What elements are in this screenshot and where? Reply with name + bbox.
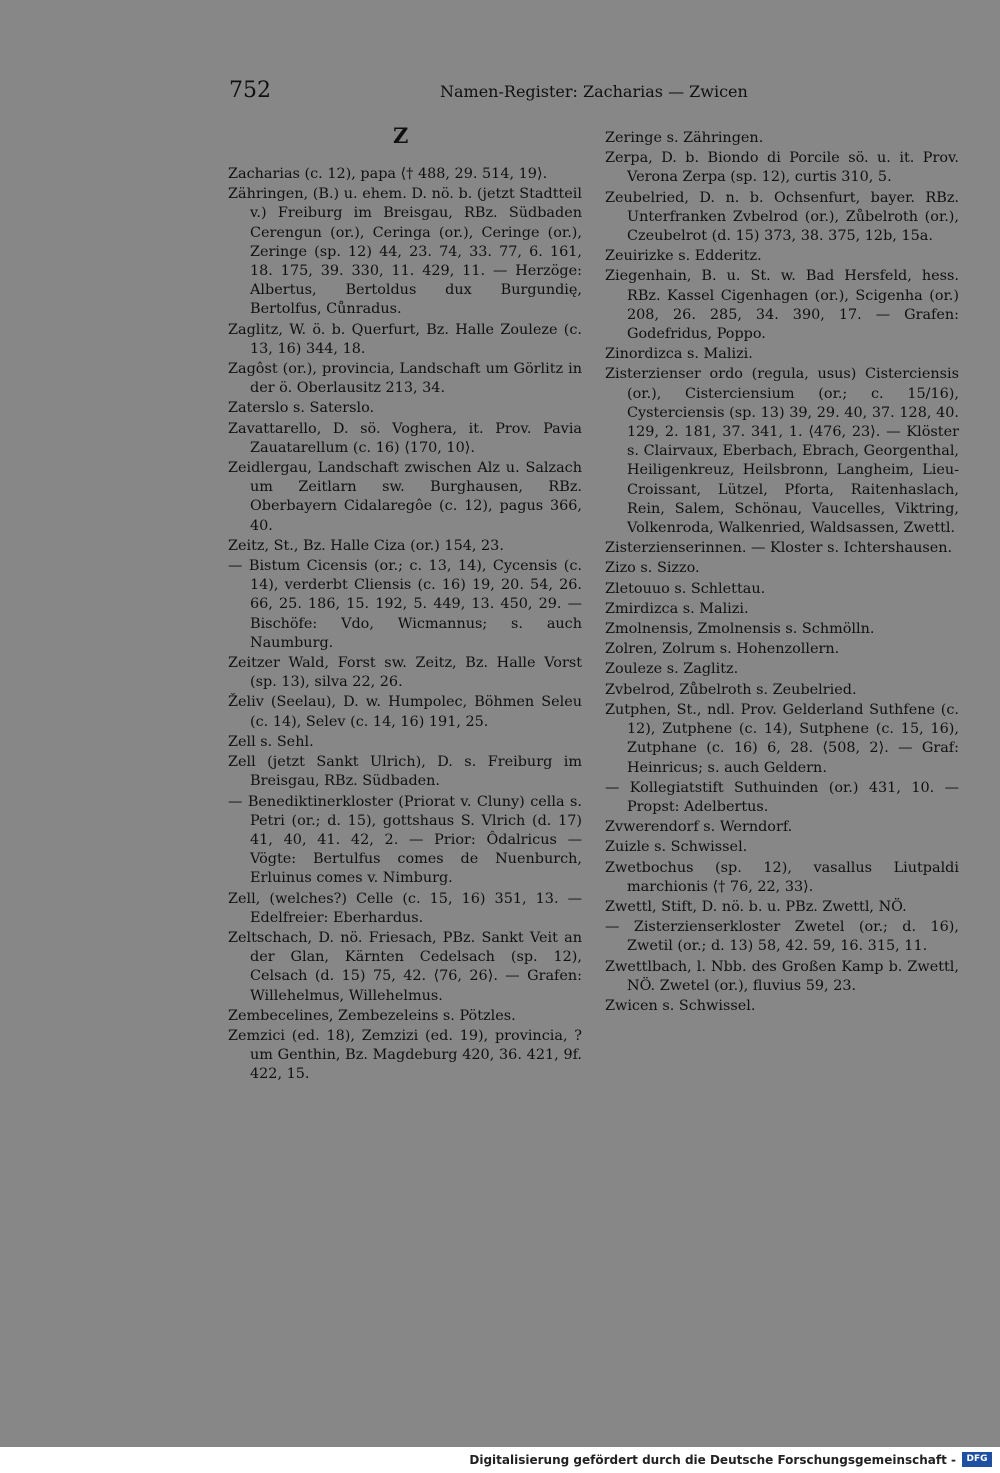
register-entry: Zaterslo s. Saterslo. <box>228 400 375 417</box>
section-letter-heading: Z <box>393 123 409 148</box>
register-entry: Zwetbochus (sp. 12), vasallus Liutpaldi marchionis ⟨† 76, 22, 33⟩. <box>605 859 959 895</box>
register-entry: Zacharias (c. 12), papa ⟨† 488, 29. 514, 19⟩. <box>228 166 548 182</box>
register-entry: Zagôst (or.), provincia, Landschaft um Görlitz in der ö. Oberlausitz 213, 34. <box>228 361 582 397</box>
register-entry: Zavattarello, D. sö. Voghera, it. Prov. Pavia Zauatarellum (c. 16) ⟨170, 10⟩. <box>228 420 582 456</box>
register-entry: Zerpa, D. b. Biondo di Porcile sö. u. it. Prov. Verona Zerpa (sp. 12), curtis 310, 5. <box>605 150 959 186</box>
footer-funding-text: Digitalisierung gefördert durch die Deutsche Forschungsgemeinschaft - <box>469 1453 956 1467</box>
register-entry: Zembecelines, Zembezeleins s. Pötzles. <box>228 1007 516 1024</box>
register-entry: Zletouuo s. Schlettau. <box>605 580 766 597</box>
register-entry: Zvbelrod, Zůbelroth s. Zeubelried. <box>605 681 857 698</box>
register-entry: — Benediktinerkloster (Priorat v. Cluny) cella s. Petri (or.; d. 15), gottshaus S. Vlrich (d. 17) 41, 40, 41. 42, 2. — Prior: Ôdalricus — Vögte: Bertulfus comes de Nuenburch, Erluinus comes v. Nimburg. <box>228 793 582 887</box>
register-entry: Zeltschach, D. nö. Friesach, PBz. Sankt Veit an der Glan, Kärnten Cedelsach (sp. 12), Celsach (d. 15) 75, 42. ⟨76, 26⟩. — Grafen: Willehelmus, Willehelmus. <box>228 929 582 1004</box>
register-entry: Zisterzienserinnen. — Kloster s. Ichtershausen. <box>605 540 953 557</box>
register-entry: Ziegenhain, B. u. St. w. Bad Hersfeld, hess. RBz. Kassel Cigenhagen (or.), Scigenha (or.) 208, 26. 285, 34. 390, 17. — Grafen: Godefridus, Poppo. <box>605 268 959 343</box>
register-entry: Zeitz, St., Bz. Halle Ciza (or.) 154, 23. <box>228 537 504 554</box>
footer-bar <box>0 1447 1000 1473</box>
register-entry: Zeidlergau, Landschaft zwischen Alz u. Salzach um Zeitlarn sw. Burghausen, RBz. Oberbayern Cidalaregôe (c. 12), pagus 366, 40. <box>228 460 582 534</box>
register-entry: Zwicen s. Schwissel. <box>605 997 756 1014</box>
register-entry: Zell, (welches?) Celle (c. 15, 16) 351, 13. — Edelfreier: Eberhardus. <box>228 890 582 926</box>
register-entry: Zisterzienser ordo (regula, usus) Cisterciensis (or.), Cisterciensium (or.; c. 15/16), Cysterciensis (sp. 13) 39, 29. 40, 37. 128, 40. 129, 2. 181, 37. 341, 1. ⟨476, 23⟩. — Klöster s. Clairvaux, Eberbach, Ebrach, Georgenthal, Heiligenkreuz, Heilsbronn, Langheim, Lieu-Croissant, Lützel, Pforta, Raitenhaslach, Rein, Salem, Schönau, Vaucelles, Viktring, Volkenroda, Walkenried, Waldsassen, Zwettl. <box>605 366 959 537</box>
register-entry: Zeringe s. Zähringen. <box>605 130 764 146</box>
register-entry: Zuizle s. Schwissel. <box>605 839 748 856</box>
register-entry: Zell s. Sehl. <box>228 733 314 750</box>
register-entry: Zouleze s. Zaglitz. <box>605 661 739 678</box>
register-entry: Zmirdizca s. Malizi. <box>605 600 749 617</box>
register-entry: — Zisterzienserkloster Zwetel (or.; d. 16), Zwetil (or.; d. 13) 58, 42. 59, 16. 315, 11. <box>605 919 959 955</box>
register-entry: Zizo s. Sizzo. <box>605 560 700 577</box>
register-entry: Zell (jetzt Sankt Ulrich), D. s. Freiburg im Breisgau, RBz. Südbaden. <box>228 754 582 790</box>
dfg-logo-icon: DFG <box>962 1452 992 1467</box>
register-entry: Želiv (Seelau), D. w. Humpolec, Böhmen Seleu (c. 14), Selev (c. 14, 16) 191, 25. <box>228 694 582 730</box>
register-entry: Zolren, Zolrum s. Hohenzollern. <box>605 641 840 658</box>
register-entry: Zähringen, (B.) u. ehem. D. nö. b. (jetzt Stadtteil v.) Freiburg im Breisgau, RBz. Südbaden Cerengun (or.), Ceringa (or.), Ceringe (or.), Zeringe (sp. 12) 44, 23. 74, 33. 77, 6. 161, 18. 175, 39. 330, 11. 429, 11. — Herzöge: Albertus, Bertoldus dux Burgundię, Bertolfus, Cůnradus. <box>228 186 582 318</box>
register-entry: Zwettlbach, l. Nbb. des Großen Kamp b. Zwettl, NÖ. Zwetel (or.), fluvius 59, 23. <box>605 958 959 994</box>
register-entry: Zemzici (ed. 18), Zemzizi (ed. 19), provincia, ? um Genthin, Bz. Magdeburg 420, 36. 421, 9f. 422, 15. <box>228 1027 582 1083</box>
register-entry: — Bistum Cicensis (or.; c. 13, 14), Cycensis (c. 14), verderbt Cliensis (c. 16) 19, 20. 54, 26. 66, 25. 186, 15. 192, 5. 449, 13. 450, 29. — Bischöfe: Vdo, Wicmannus; s. auch Naumburg. <box>228 558 582 651</box>
register-entry: Zaglitz, W. ö. b. Querfurt, Bz. Halle Zouleze (c. 13, 16) 344, 18. <box>228 321 582 357</box>
register-entry: Zeuirizke s. Edderitz. <box>605 248 762 265</box>
register-entry: Zeitzer Wald, Forst sw. Zeitz, Bz. Halle Vorst (sp. 13), silva 22, 26. <box>228 655 582 691</box>
register-entry: Zmolnensis, Zmolnensis s. Schmölln. <box>605 621 875 638</box>
register-entry: Zeubelried, D. n. b. Ochsenfurt, bayer. RBz. Unterfranken Zvbelrod (or.), Zůbelroth (or.), Czeubelrot (d. 15) 373, 38. 375, 12b, 15a. <box>605 189 959 245</box>
register-entry: Zinordizca s. Malizi. <box>605 346 753 363</box>
register-entry: Zwettl, Stift, D. nö. b. u. PBz. Zwettl, NÖ. <box>605 898 907 915</box>
register-entry: — Kollegiatstift Suthuinden (or.) 431, 10. — Propst: Adelbertus. <box>605 779 959 815</box>
running-header-title: Namen-Register: Zacharias — Zwicen <box>440 82 748 101</box>
register-entry: Zvwerendorf s. Werndorf. <box>605 819 793 836</box>
page-number: 752 <box>229 78 271 103</box>
right-column <box>605 129 959 1017</box>
register-entry: Zutphen, St., ndl. Prov. Gelderland Suthfene (c. 12), Zutphene (c. 14), Sutphene (c. 15, 16), Zutphane (c. 16) 6, 28. ⟨508, 2⟩. — Graf: Heinricus; s. auch Geldern. <box>605 701 959 776</box>
left-column <box>228 165 582 1086</box>
